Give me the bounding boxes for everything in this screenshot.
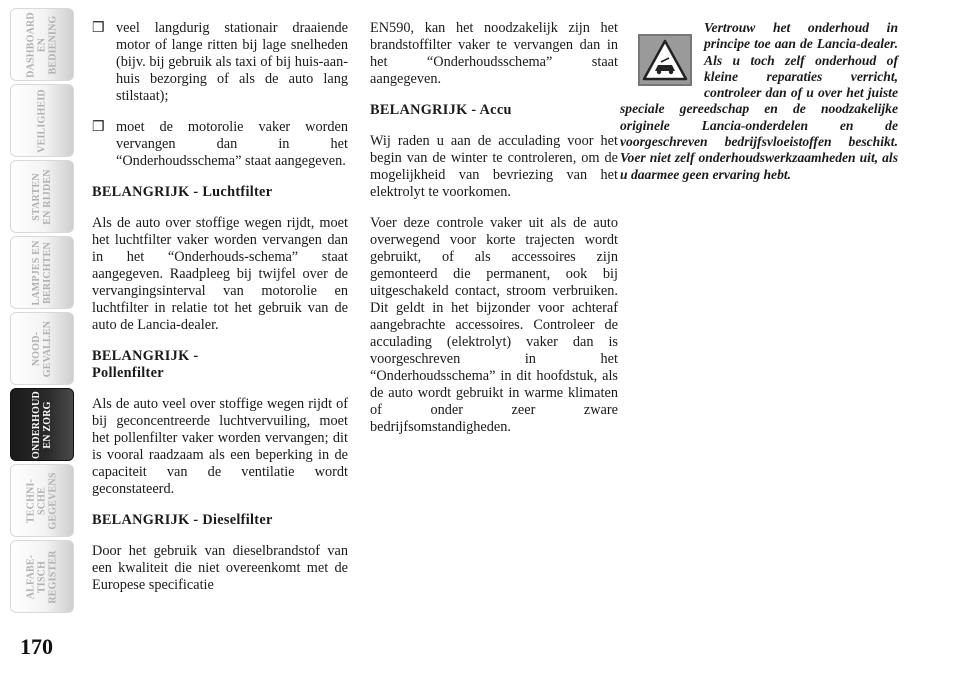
tab-label: STARTEN EN RIJDEN	[31, 168, 53, 225]
tab-veiligheid[interactable]	[10, 84, 74, 157]
tab-label: DASHBOARD EN BEDIENING	[25, 11, 59, 78]
bullet-item	[92, 20, 348, 105]
heading-luchtfilter: BELANGRIJK - Luchtfilter	[92, 184, 273, 200]
paragraph-dieselfilter: Door het gebruik van dieselbrandstof van een kwaliteit die niet overeenkomt met de Europese specificatie	[92, 543, 348, 593]
car-warning-triangle-icon	[638, 34, 692, 86]
paragraph-luchtfilter: Als de auto over stoffige wegen rijdt, moet het luchtfilter vaker worden vervangen dan in het “Onderhouds-schema” staat aangegeven. Raadpleeg bij twijfel over de vervangingsinterval van motorolie en luchtfilter in relatie tot het gebruik van de auto de Lancia-dealer.	[92, 215, 348, 333]
paragraph-accu-2: Voer deze controle vaker uit als de auto overwegend voor korte trajecten wordt gebruikt, of als accessoires zijn gemonteerd die permanent, ook bij uitgeschakeld contact, stroom verbruiken. Dit geldt in het bijzonder voor achteraf aangebrachte accessoires. Controleer de acculading (elektrolyt) vaker dan is voorgeschreven in het “Onderhoudsschema” in dit hoofdstuk, als de auto wordt gebruikt in warme klimaten of onder zeer zware bedrijfsomstandigheden.	[370, 215, 618, 435]
text-column-1	[92, 20, 348, 608]
bullet-text: veel langdurig stationair draaiende motor of lange ritten bij lage snelheden (bijv. bij gebruik als taxi of bij huis-aan-huis bezorging of als de auto lang stilstaat);	[116, 20, 348, 104]
tab-label: ONDERHOUD EN ZORG	[31, 390, 53, 459]
tab-lampjes[interactable]	[10, 236, 74, 309]
checkbox-bullet-icon: ❒	[92, 21, 105, 36]
warning-text: Vertrouw het onderhoud in principe toe aan de Lancia-dealer. Als u toch zelf onderhoud of kleine reparaties verricht, controleer dan of u over het juiste speciale gereedschap en de noodzakelijke originele Lancia-onderdelen en de voorgeschreven bedrijfsvloeistoffen beschikt. Voer niet zelf onderhoudswerkzaamheden uit, als u daarmee geen ervaring hebt.	[620, 20, 898, 182]
tab-noodgevallen[interactable]	[10, 312, 74, 385]
tab-starten[interactable]	[10, 160, 74, 233]
paragraph-pollenfilter: Als de auto veel over stoffige wegen rijdt of bij geconcentreerde luchtvervuiling, moet het pollenfilter vaker worden vervangen; dit is vooral raadzaam als een beperking in de capaciteit van de ventilatie wordt geconstateerd.	[92, 396, 348, 497]
bullet-text: moet de motorolie vaker worden vervangen dan in het “Onderhoudsschema” staat aangegeven.	[116, 119, 348, 169]
tab-alfabetisch-register[interactable]	[10, 540, 74, 613]
bullet-item	[92, 119, 348, 170]
warning-box	[620, 20, 898, 224]
heading-accu: BELANGRIJK - Accu	[370, 102, 512, 118]
chapter-tabs	[10, 8, 74, 616]
tab-label: VEILIGHEID	[36, 88, 48, 153]
tab-label: ALFABE- TISCH REGISTER	[25, 549, 59, 604]
tab-label: NOOD- GEVALLEN	[31, 320, 53, 377]
text-column-2	[370, 20, 618, 450]
page-number: 170	[20, 634, 53, 659]
tab-label: TECHNI- SCHE GEGEVENS	[25, 471, 59, 530]
tab-onderhoud-active[interactable]	[10, 388, 74, 461]
paragraph-brandstoffilter: EN590, kan het noodzakelijk zijn het brandstoffilter vaker te vervangen dan in het “Onderhoudsschema” staat aangegeven.	[370, 20, 618, 87]
paragraph-accu-1: Wij raden u aan de acculading voor het begin van de winter te controleren, om de mogelijkheid van bevriezing van het elektrolyt te voorkomen.	[370, 133, 618, 200]
tab-technische-gegevens[interactable]	[10, 464, 74, 537]
tab-label: LAMPJES EN BERICHTEN	[31, 239, 53, 306]
heading-pollenfilter-2: Pollenfilter	[92, 365, 164, 381]
tab-dashboard[interactable]	[10, 8, 74, 81]
heading-pollenfilter-1: BELANGRIJK -	[92, 348, 199, 364]
checkbox-bullet-icon: ❒	[92, 120, 105, 135]
heading-dieselfilter: BELANGRIJK - Dieselfilter	[92, 512, 273, 528]
